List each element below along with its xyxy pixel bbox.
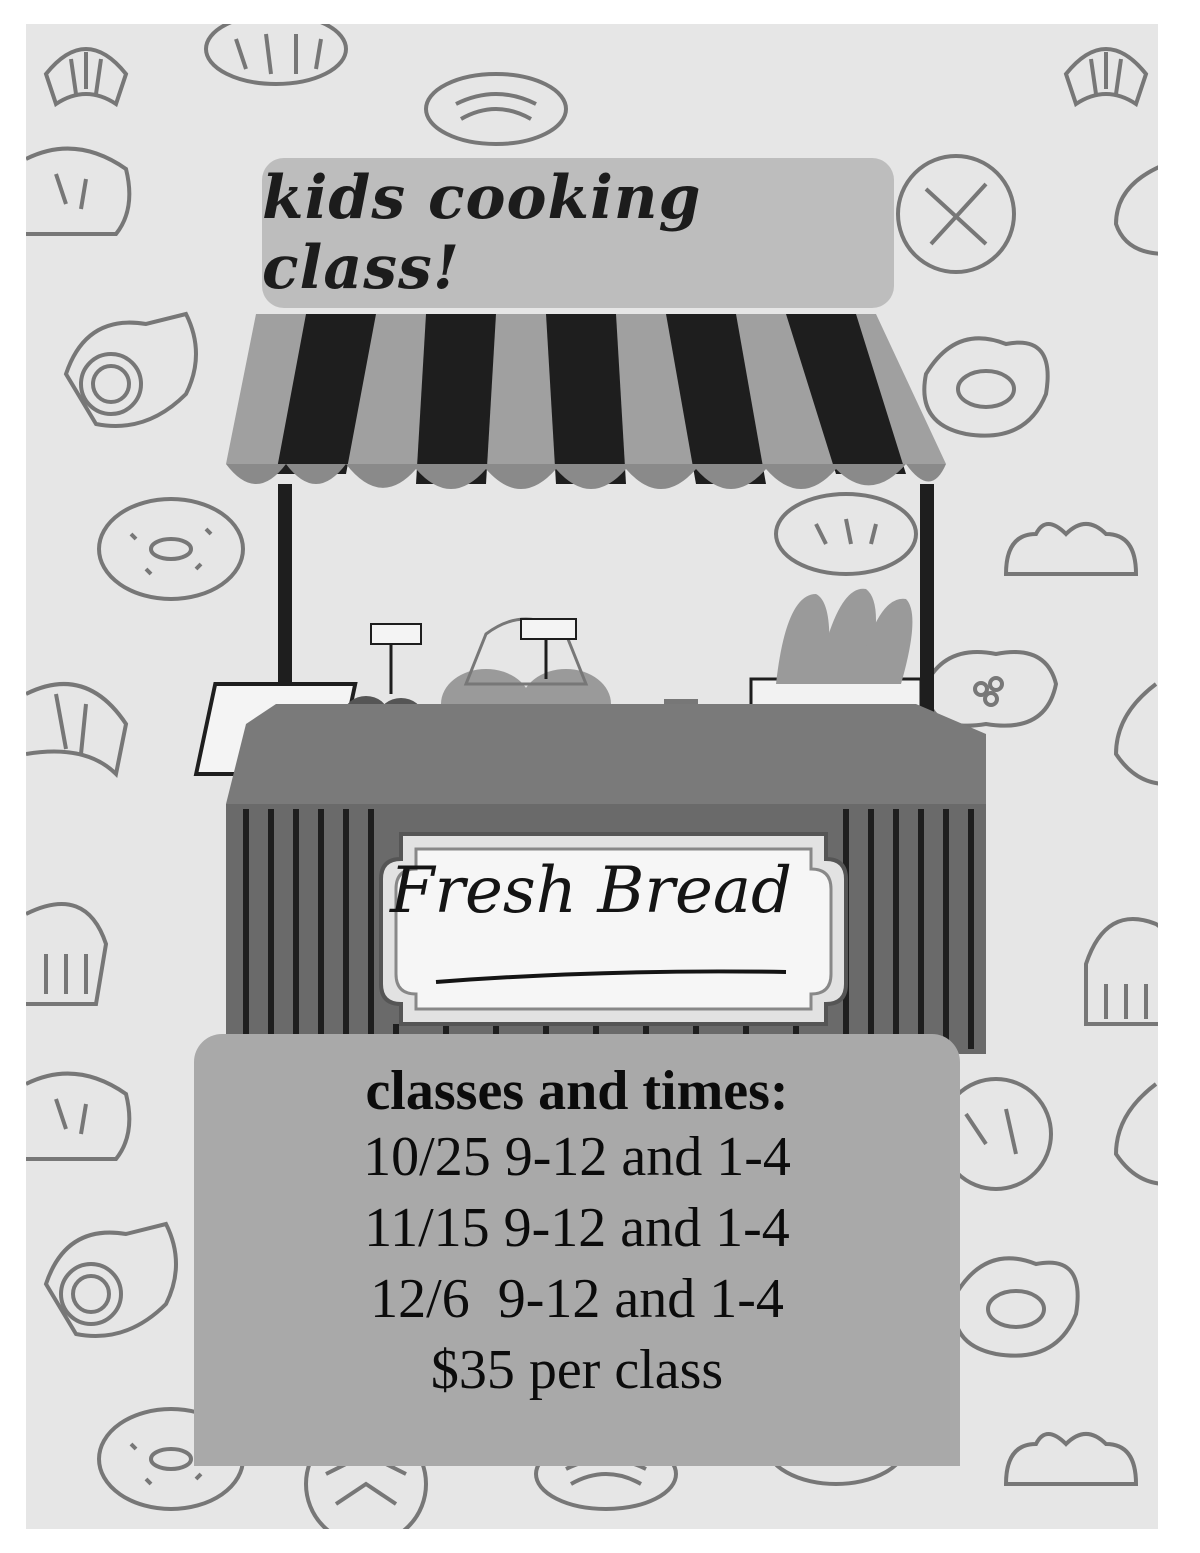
bread-loaf-icon [26,1074,129,1159]
croissant-icon [1116,1084,1158,1184]
schedule-heading: classes and times: [365,1060,789,1122]
roll-icon [954,1258,1077,1355]
bread-stall-illustration [186,304,1006,1064]
roll-icon [66,314,196,426]
schedule-line: 11/15 9-12 and 1-4 [364,1197,790,1259]
bread-loaf-icon [26,149,129,234]
flyer-title: kids cooking class! [262,163,702,303]
schedule-box [194,1034,960,1466]
flyer-page [26,24,1158,1529]
price-text: $35 per class [430,1339,724,1401]
croissant-icon [1066,49,1146,104]
croissant-icon [46,49,126,104]
croissant-icon [26,684,126,774]
roll-icon [46,1224,176,1336]
croissant-icon [1116,684,1158,784]
schedule-line: 12/6 9-12 and 1-4 [370,1268,784,1330]
awning-icon [226,314,946,489]
schedule-line: 10/25 9-12 and 1-4 [363,1126,791,1188]
cake-slice-icon [26,904,106,1004]
bread-loaf-icon [206,24,346,84]
roll-icon [898,156,1014,272]
roll-icon [1006,524,1136,574]
bread-loaf-icon [1116,164,1158,254]
sign-text: Fresh Bread [390,854,792,928]
cake-slice-icon [1086,919,1158,1024]
bread-loaf-icon [426,74,566,144]
title-banner [262,158,894,308]
roll-icon [1006,1434,1136,1484]
